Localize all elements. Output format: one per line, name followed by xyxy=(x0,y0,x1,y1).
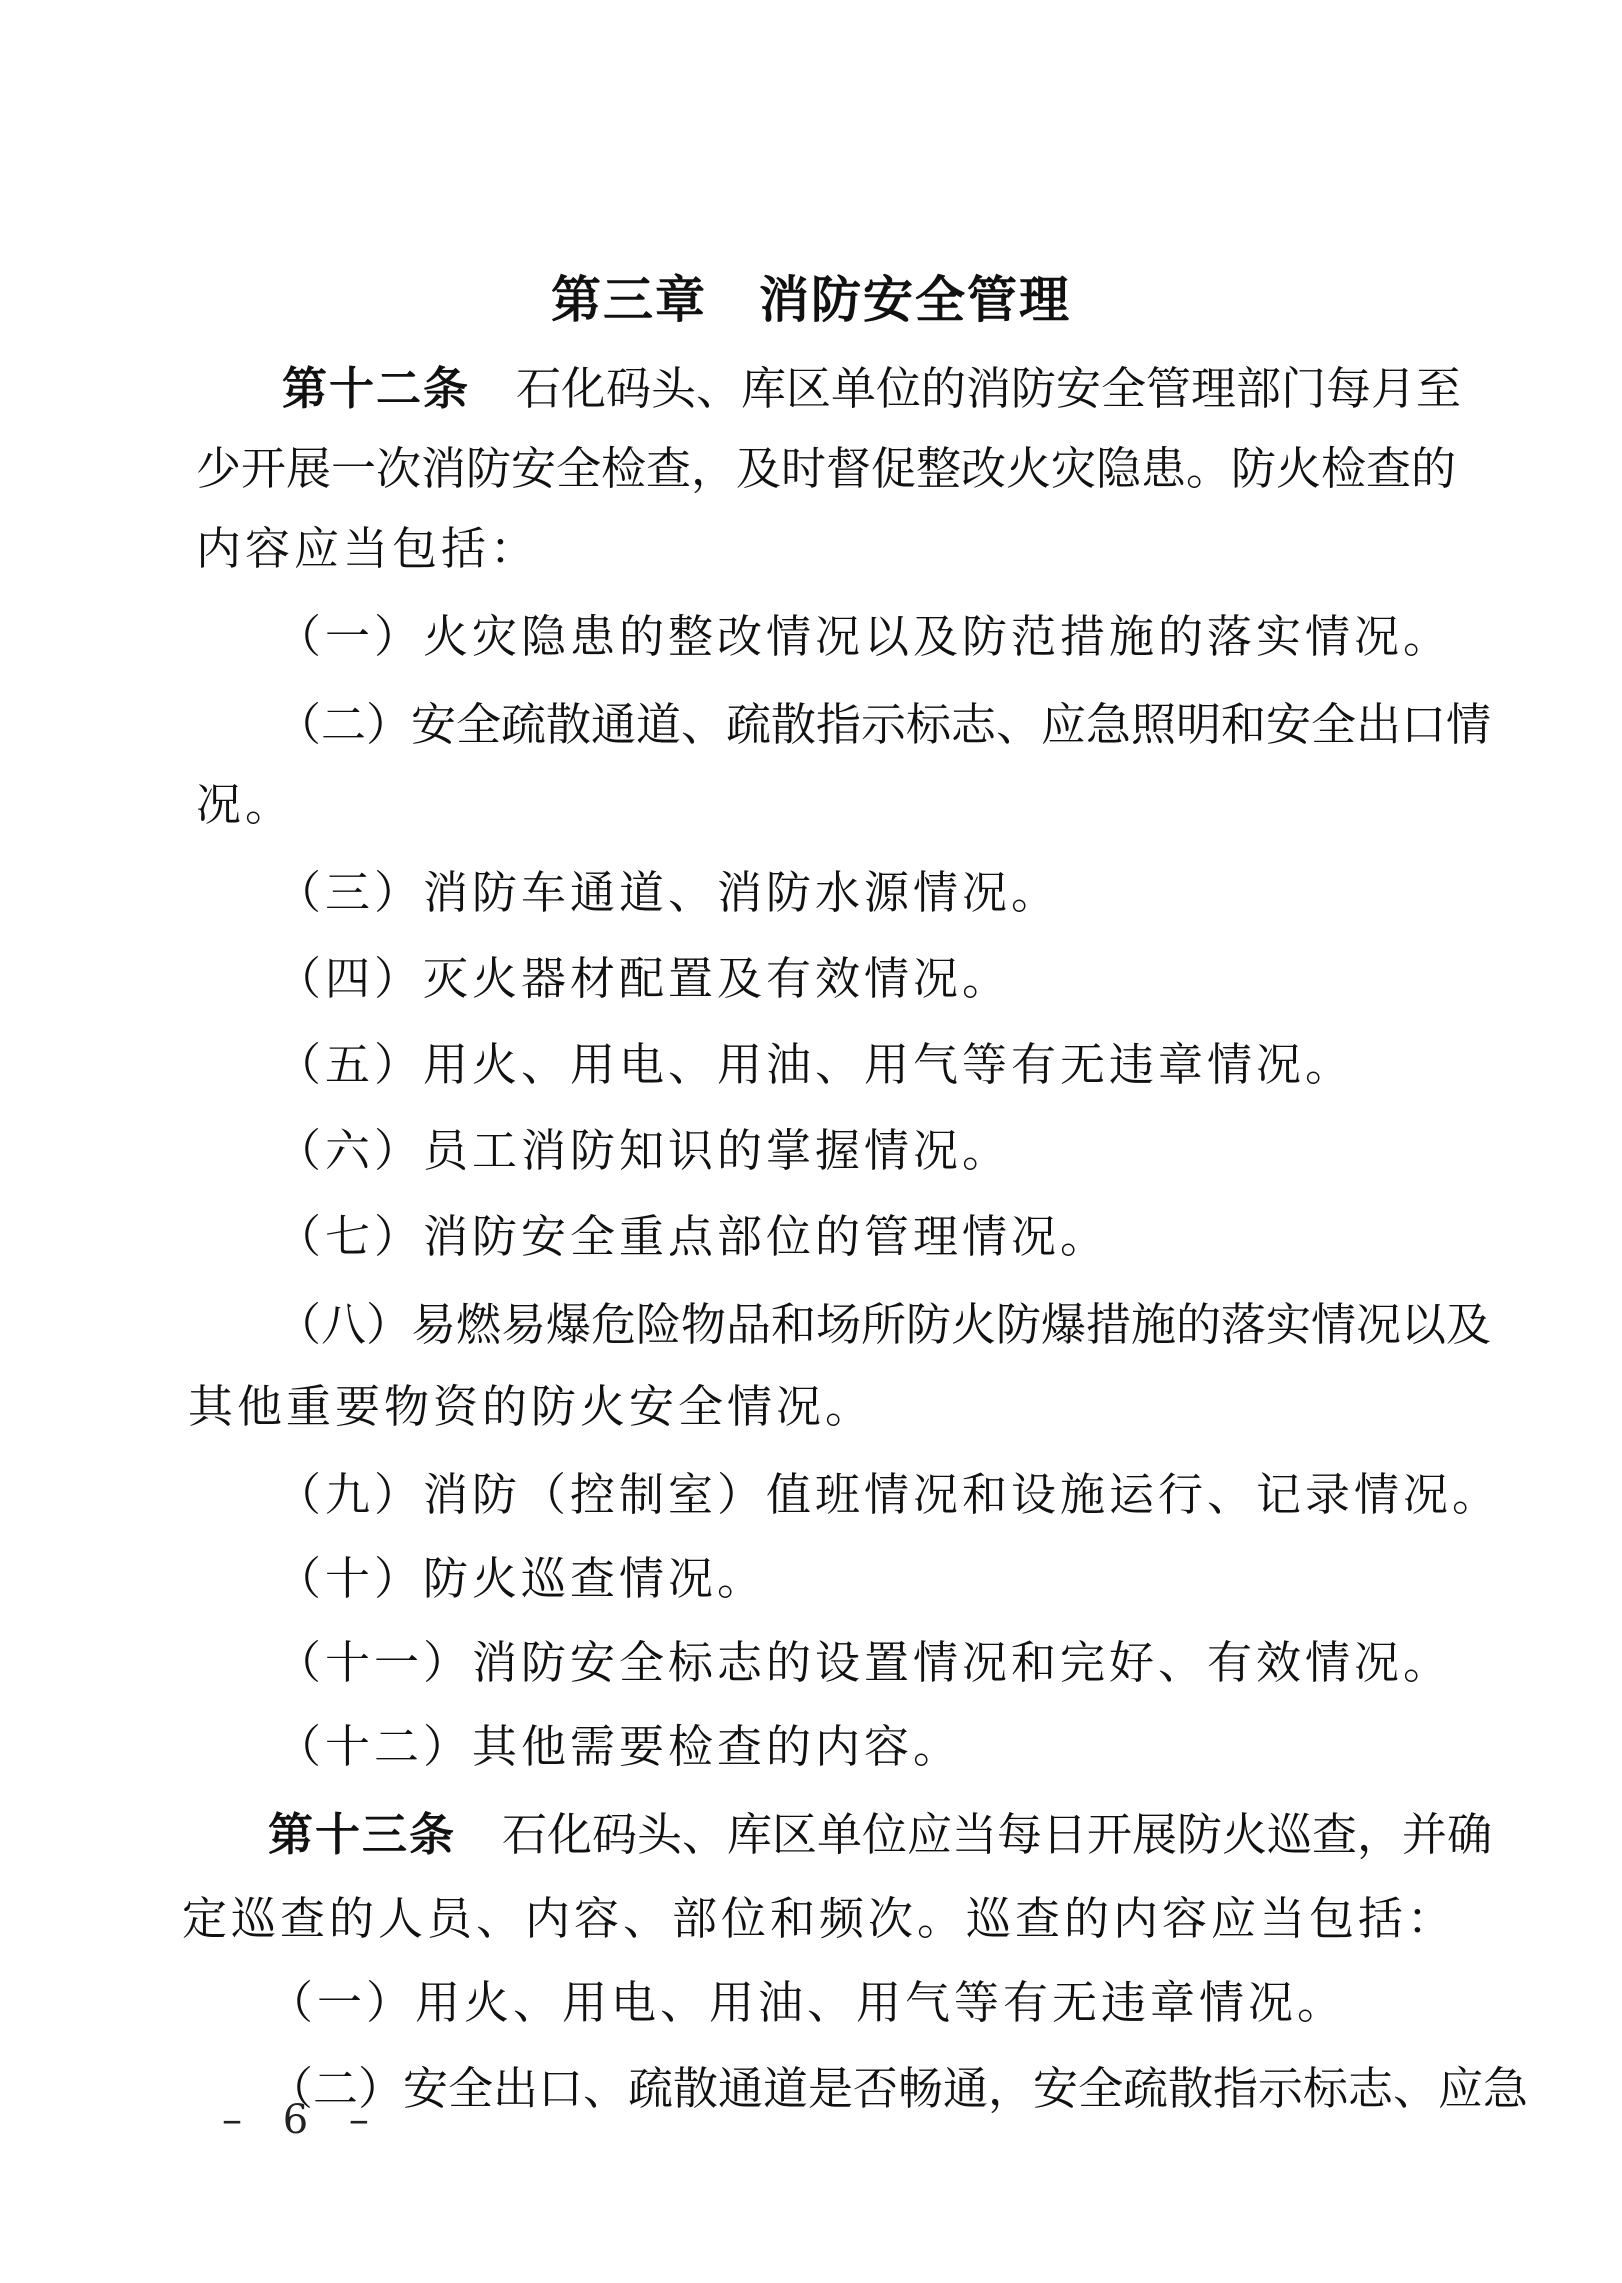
article-12-item-2-line-2: 况。 xyxy=(196,778,295,831)
chapter-number: 第三章 xyxy=(551,271,707,329)
chapter-title xyxy=(0,262,1622,338)
article-12-item-11: （十一）消防安全标志的设置情况和完好、有效情况。 xyxy=(276,1636,1453,1689)
article-13-line-1: 第十三条 石化码头、库区单位应当每日开展防火巡查，并确 xyxy=(268,1808,1493,1861)
chapter-name: 消防安全管理 xyxy=(759,271,1071,329)
article-12-item-10: （十）防火巡查情况。 xyxy=(276,1552,767,1605)
article-12-item-1: （一）火灾隐患的整改情况以及防范措施的落实情况。 xyxy=(276,610,1453,663)
article-12-item-2-line-1: （二）安全疏散通道、疏散指示标志、应急照明和安全出口情 xyxy=(276,698,1492,751)
page-number: – 6 – xyxy=(222,2097,383,2143)
article-12-item-8-line-2: 其他重要物资的防火安全情况。 xyxy=(188,1380,875,1433)
article-13-item-1: （一）用火、用电、用油、用气等有无违章情况。 xyxy=(268,1976,1347,2029)
article-12-line-3: 内容应当包括： xyxy=(196,522,540,575)
article-12-item-4: （四）灭火器材配置及有效情况。 xyxy=(276,952,1012,1005)
article-13-item-2: （二）安全出口、疏散通道是否畅通，安全疏散指示标志、应急 xyxy=(268,2062,1529,2115)
article-13-label: 第十三条 xyxy=(268,1808,457,1861)
article-12-item-3: （三）消防车通道、消防水源情况。 xyxy=(276,866,1061,919)
article-12-item-5: （五）用火、用电、用油、用气等有无违章情况。 xyxy=(276,1038,1355,1091)
article-12-item-12: （十二）其他需要检查的内容。 xyxy=(276,1720,963,1773)
article-12-item-8-line-1: （八）易燃易爆危险物品和场所防火防爆措施的落实情况以及 xyxy=(276,1298,1492,1351)
article-12-item-7: （七）消防安全重点部位的管理情况。 xyxy=(276,1210,1110,1263)
article-12-item-6: （六）员工消防知识的掌握情况。 xyxy=(276,1124,1012,1177)
article-12-line-2: 少开展一次消防安全检查，及时督促整改火灾隐患。防火检查的 xyxy=(196,442,1457,495)
article-13-line-2: 定巡查的人员、内容、部位和频次。巡查的内容应当包括： xyxy=(182,1892,1457,1945)
article-12-line-1: 第十二条 石化码头、库区单位的消防安全管理部门每月至 xyxy=(282,362,1462,415)
article-12-item-9: （九）消防（控制室）值班情况和设施运行、记录情况。 xyxy=(276,1468,1502,1521)
article-12-label: 第十二条 xyxy=(282,362,471,415)
